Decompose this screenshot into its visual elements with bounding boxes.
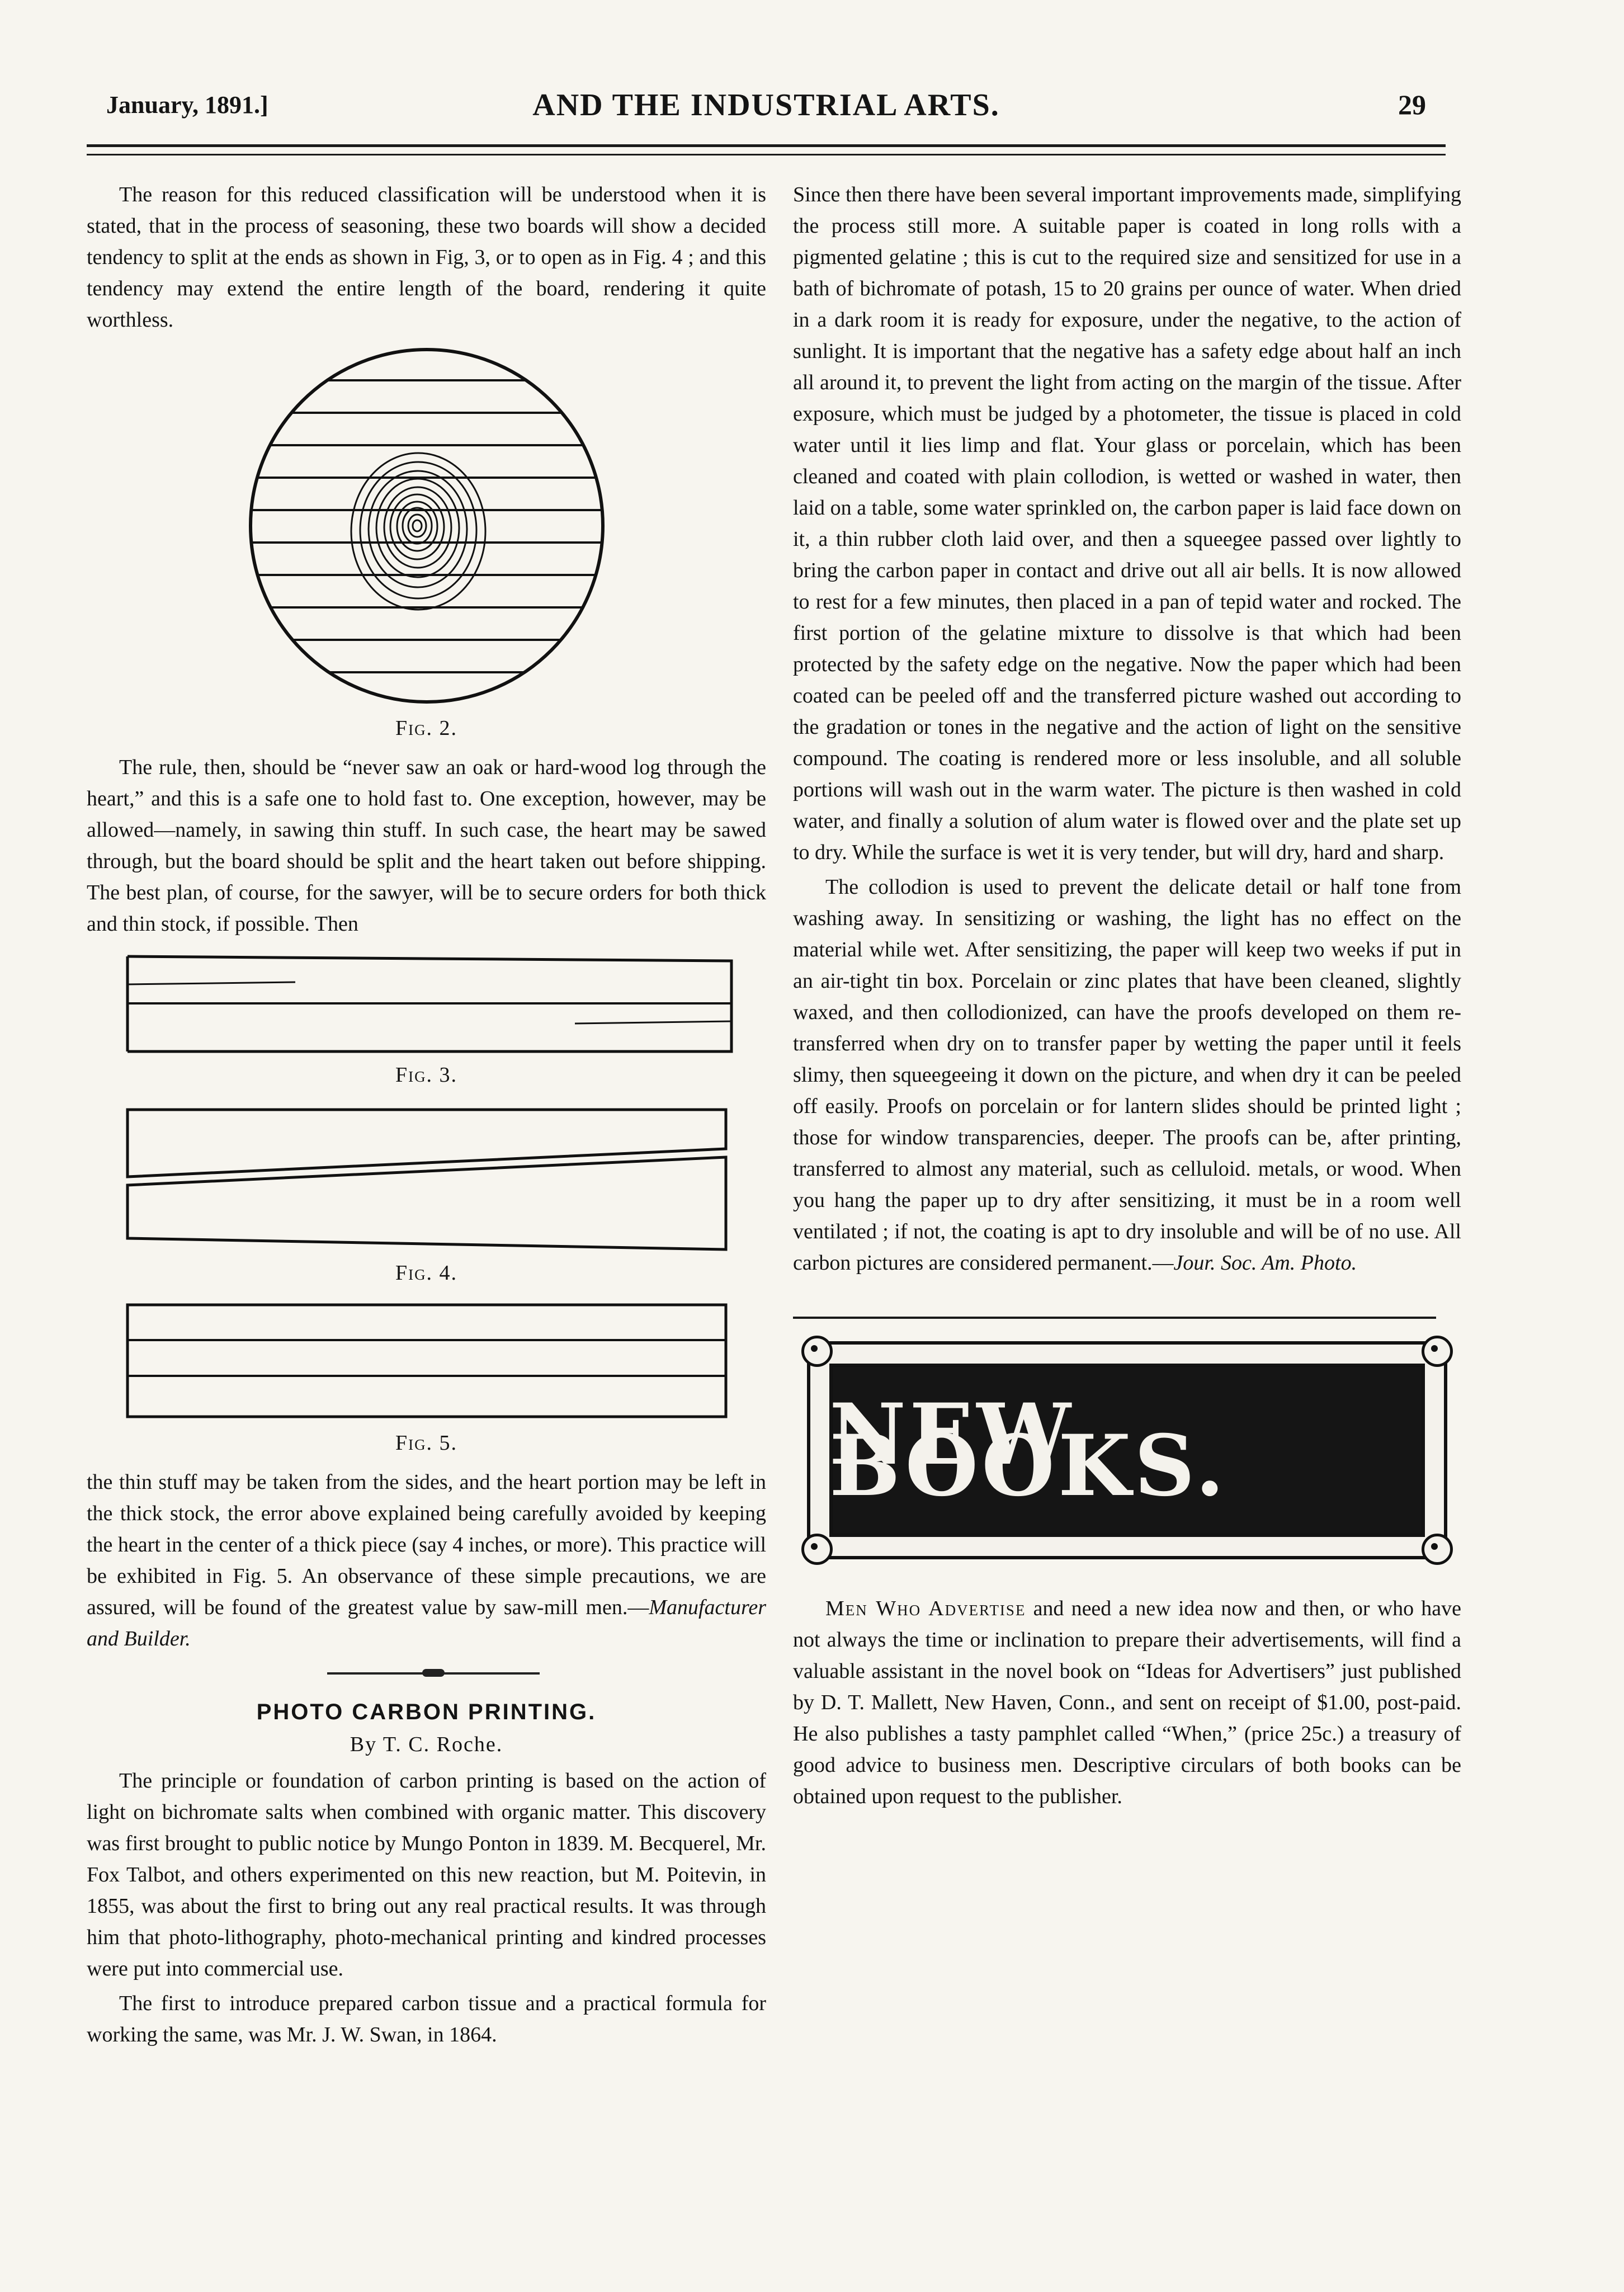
log-cross-section-illustration [242,341,611,710]
new-books-banner [807,1341,1447,1559]
source-citation: Jour. Soc. Am. Photo. [1173,1251,1357,1275]
figure-caption: Fig. 4. [395,1261,458,1285]
figure-5 [87,1296,766,1459]
page-header [84,84,1448,129]
ornament-icon [801,1534,833,1565]
lead-in: Men Who Advertise [825,1597,1026,1620]
figure-caption: Fig. 5. [395,1431,458,1455]
section-divider [87,1664,766,1681]
figure-3 [87,945,766,1091]
paragraph: Men Who Advertise and need a new idea now and then, or who have not always the time or inclination to prepare their advertisements, will find a valuable assistant in the novel book on “Ideas for Advertisers” just published by D. T. Mallett, New Haven, Conn., and sent on receipt of $1.00, post-paid. He also publishes a tasty pamphlet called “When,” (price 25c.) a treasury of good advice to business men. Descriptive circulars of both books can be obtained upon request to the publisher. [793,1597,1462,1808]
split-board-illustration [116,945,737,1057]
paragraph: The collodion is used to prevent the delicate detail or half tone from washing away. In sensitizing or washing, the light has no effect on the material while wet. After sensitizing, the paper will keep two weeks if put in an air-tight tin box. Porcelain or zinc plates that have been cleaned, slightly waxed, and then collodionized, can have the proofs developed on them re-transferred when dry on to transfer paper by wetting the paper until it feels slimy, then squeegeeing it down on the picture, and when dry it can be peeled off easily. Proofs on porcelain or for lantern slides should be printed light ; those for window transparencies, deeper. The proofs can be, after printing, transferred to almost any material, such as celluloid. metals, or wood. When you hang the paper up to dry after sensitizing, it must be in a room well ventilated ; if not, the coating is apt to dry insoluble and will be of no use. All carbon pictures are considered permanent.—Jour. Soc. Am. Photo. [793,875,1461,1275]
section-rule [793,1317,1436,1319]
open-board-illustration [116,1098,737,1255]
running-title: AND THE INDUSTRIAL ARTS. [532,88,1000,122]
paragraph: The principle or foundation of carbon printing is based on the action of light on bichromate salts when combined with organic matter. This discovery was first brought to public notice by Mungo Ponton in 1839. M. Becquerel, Mr. Fox Talbot, and others experimented on this new reaction, but M. Poitevin, in 1855, was about the first to bring out any real practical results. It was through him that photo-lithography, photo-mechanical printing and kindred processes were put into commercial use. [87,1769,766,1980]
figure-4 [87,1098,766,1289]
paragraph: Since then there have been several important improvements made, simplifying the process still more. A suitable paper is coated in long rolls with a pigmented gelatine ; this is cut to the required size and sensitized for use in a bath of bichromate of potash, 15 to 20 grains per ounce of water. When dried in a dark room it is ready for exposure, under the negative, to the action of sunlight. It is important that the negative has a safety edge about half an inch all around it, to prevent the light from acting on the margin of the tissue. After exposure, which must be judged by a photometer, the tissue is placed in cold water until it lies limp and flat. Your glass or porcelain, which has been cleaned and coated with plain collodion, is wetted or washed in water, then laid on a table, some water sprinkled on, the carbon paper is laid face down on it, a thin rubber cloth laid over, and then a squeegee passed over lightly to bring the carbon paper in contact and drive out all air bells. It is now allowed to rest for a few minutes, then placed in a pan of tepid water and rocked. The first portion of the gelatine mixture to dissolve is that which had been protected by the safety edge on the negative. Now the paper which had been coated can be peeled off and the transferred picture washed out according to the gradation or tones in the negative and the action of light on the sensitive compound. The coating is rendered more or less insoluble, and all soluble portions will wash out in the warm water. The picture is then washed in cold water, and finally a solution of alum water is flowed over and the plate set up to dry. While the surface is wet it is very tender, but will dry, hard and sharp. [793,183,1461,864]
heart-center-board-illustration [116,1296,737,1425]
issue-date: January, 1891.] [106,91,268,119]
right-column [793,179,1461,1815]
article-byline: By T. C. Roche. [350,1733,503,1756]
source-citation: Manufacturer and Builder. [87,1596,766,1650]
figure-2 [87,341,766,744]
paragraph: The reason for this reduced classification will be understood when it is stated, that in the process of seasoning, these two boards will show a decided tendency to split at the ends as shown in Fig, 3, or to open as in Fig. 4 ; and this tendency may extend the entire length of the board, rendering it quite worthless. [87,183,766,332]
ornament-icon [1422,1336,1453,1367]
figure-caption: Fig. 2. [395,716,458,740]
paragraph: The rule, then, should be “never saw an oak or hard-wood log through the heart,” and this is a safe one to hold fast to. One exception, however, may be allowed—namely, in sawing thin stuff. In such case, the heart may be sawed through, but the board should be split and the heart taken out before shipping. The best plan, of course, for the sawyer, will be to secure orders for both thick and thin stock, if possible. Then [87,756,766,936]
ornament-icon [801,1336,833,1367]
paragraph: The first to introduce prepared carbon tissue and a practical formula for working the same, was Mr. J. W. Swan, in 1864. [87,1992,766,2046]
banner-title: NEW BOOKS. [829,1385,1228,1515]
article-title: PHOTO CARBON PRINTING. [256,1700,597,1724]
header-rule [87,144,1446,155]
paragraph: the thin stuff may be taken from the sides, and the heart portion may be left in the thick stock, the error above explained being carefully avoided by keeping the heart in the center of a thick piece (say 4 inches, or more). This practice will be exhibited in Fig. 5. An observance of these simple precautions, we are assured, will be found of the greatest value by saw-mill men.—Manufacturer and Builder. [87,1470,766,1650]
left-column [87,179,766,2054]
ornament-icon [1422,1534,1453,1565]
page-number: 29 [1398,89,1426,120]
figure-caption: Fig. 3. [395,1063,458,1087]
